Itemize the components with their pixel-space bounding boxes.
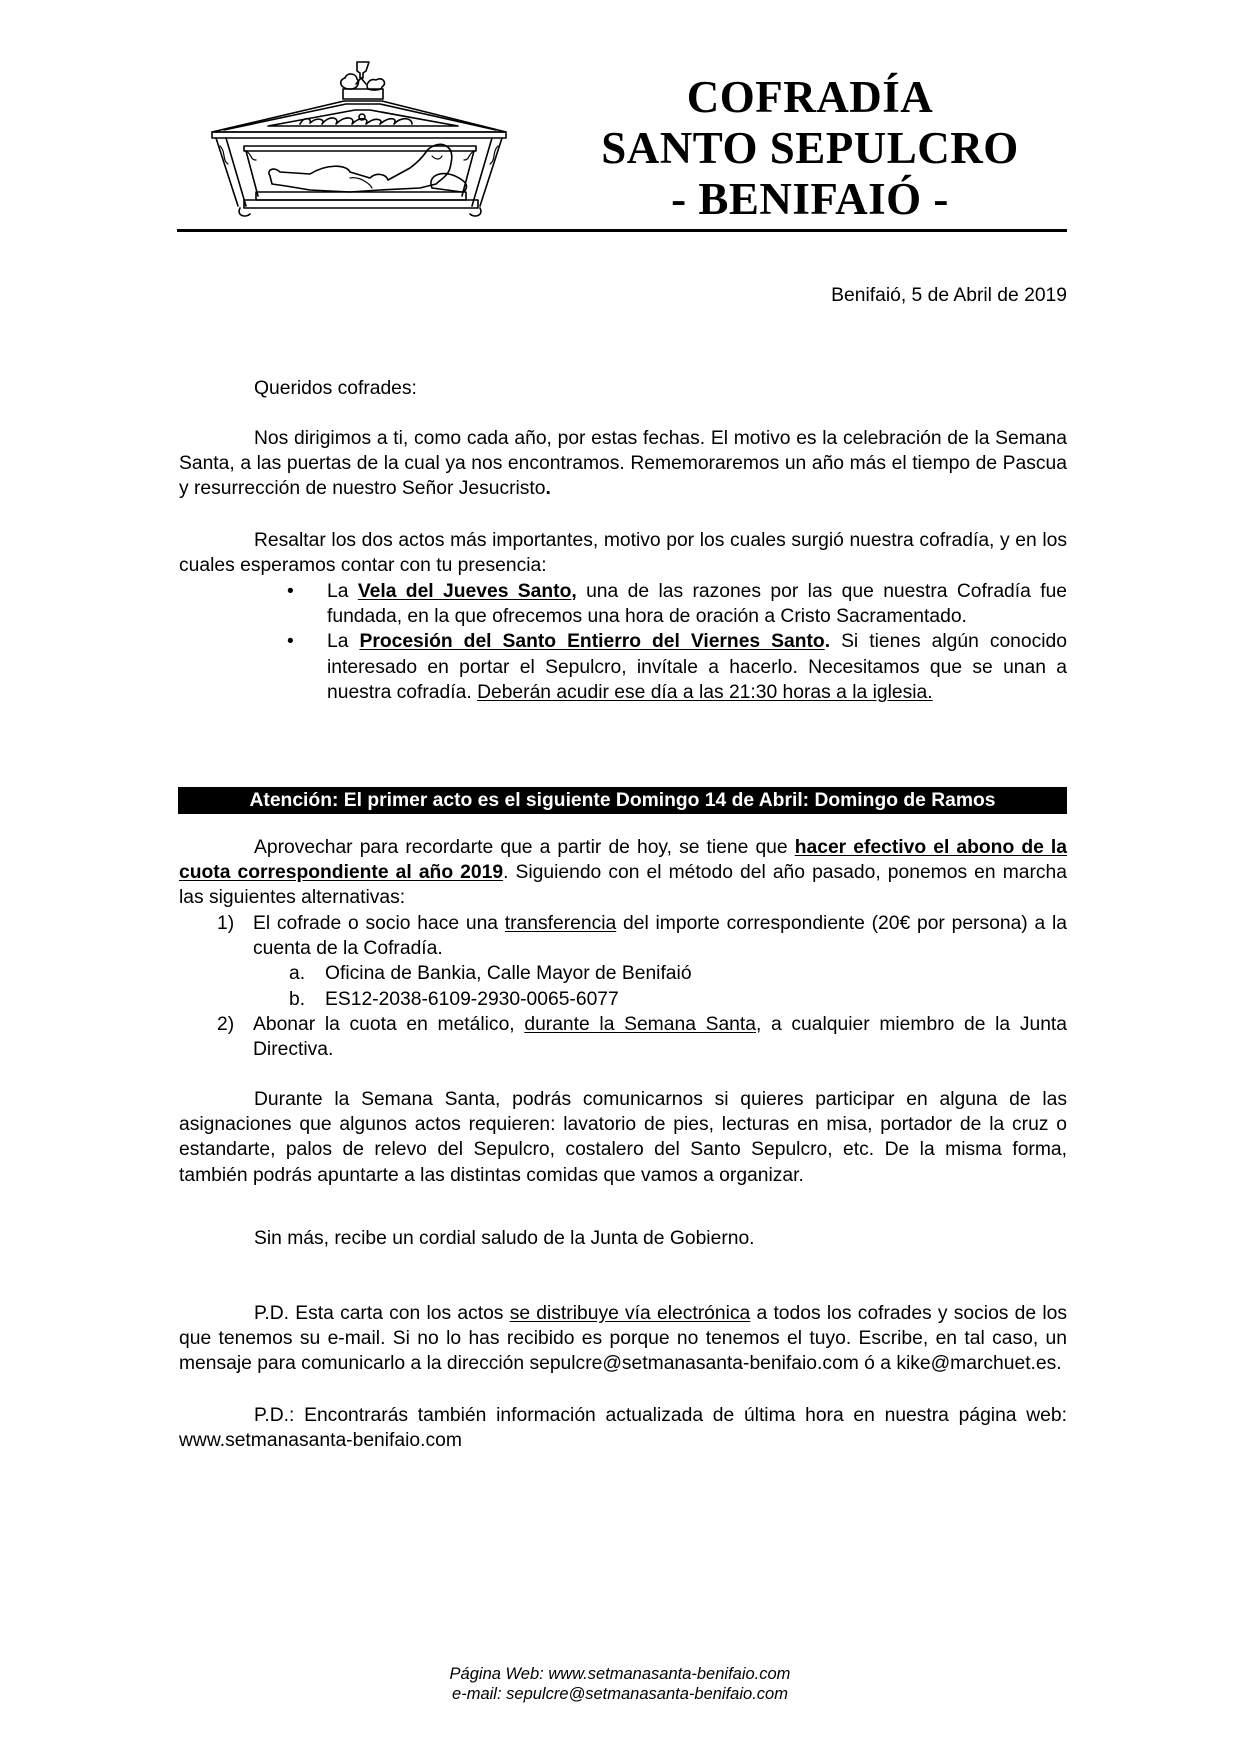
- letter-marker: b.: [289, 988, 306, 1010]
- act-name: Vela del Jueves Santo: [357, 581, 572, 602]
- item-text: , a cualquier miembro de la Junta Directiva.: [253, 1013, 1067, 1061]
- email-link-sepulcre[interactable]: sepulcre@setmanasanta-benifaio.com: [529, 1353, 859, 1375]
- title-line: COFRADÍA: [686, 72, 934, 122]
- fee-highlight: hacer efectivo el abono de la cuota correspondiente al año 2019: [179, 837, 1067, 884]
- act-name: Procesión del Santo Entierro del Viernes Santo: [359, 631, 825, 653]
- payment-options-list: [217, 911, 1067, 1062]
- number-marker: 1): [217, 913, 235, 934]
- item-text: La: [327, 581, 358, 602]
- list-item: [287, 579, 1068, 629]
- list-item: [287, 629, 1067, 705]
- sub-list-item: [289, 987, 1067, 1012]
- item-text: una de las razones por las que nuestra Cofradía fue fundada, en la que ofrecemos una hora de oración a Cristo Sacramentado.: [327, 581, 1068, 628]
- header-divider: [177, 229, 1067, 232]
- postscript-web: [179, 1403, 1067, 1453]
- list-item: [217, 1012, 1067, 1062]
- item-text: del importe correspondiente (20€ por persona) a la cuenta de la Cofradía.: [253, 913, 1067, 960]
- item-text: El cofrade o socio hace una: [253, 913, 505, 934]
- item-text: Si tienes algún conocido interesado en portar el Sepulcro, invítale a hacerlo. Necesitamos que se unan a nuestra cofradía.: [327, 631, 1067, 703]
- bullet-marker: •: [287, 581, 294, 602]
- acts-list: [287, 579, 1068, 705]
- list-item: [217, 911, 1067, 961]
- paragraph-acts: Resaltar los dos actos más importantes, motivo por los cuales surgió nuestra cofradía, y en los cuales esperamos contar con tu presencia:: [179, 530, 1067, 577]
- paragraph-text: Aprovechar para recordarte que a partir de hoy, se tiene que: [254, 837, 795, 858]
- date-line: Benifaió, 5 de Abril de 2019: [831, 285, 1067, 306]
- website-link[interactable]: www.setmanasanta-benifaio.com: [179, 1430, 462, 1452]
- salutation: Queridos cofrades:: [254, 378, 417, 399]
- closing-line: Sin más, recibe un cordial saludo de la Junta de Gobierno.: [254, 1228, 755, 1249]
- punctuation: .: [824, 631, 831, 653]
- ps-text: a todos los cofrades y socios de los que tenemos su e-mail. Si no lo has recibido es porque no tenemos el tuyo. Escribe, en tal caso, un mensaje para comunicarlo a la dirección: [179, 1303, 1068, 1375]
- paragraph-intro: [179, 426, 1067, 502]
- title-line: - BENIFAIÓ -: [671, 174, 949, 224]
- brotherhood-title: [560, 72, 1060, 225]
- number-marker: 2): [217, 1013, 235, 1035]
- item-text: Abonar la cuota en metálico,: [253, 1013, 525, 1035]
- sub-list-item: [289, 961, 1067, 986]
- chalice-icon: [357, 62, 369, 78]
- ps-text: P.D. Esta carta con los actos: [254, 1303, 510, 1324]
- paragraph-text: Nos dirigimos a ti, como cada año, por estas fechas. El motivo es la celebración de la Semana Santa, a las puertas de la cual ya nos encontramos. Rememoraremos un año más el tiempo de Pascua y resurrección de nuestro Señor Jesucristo: [179, 428, 1067, 500]
- paragraph-end: .: [545, 478, 551, 500]
- paragraph-fee: [179, 835, 1067, 911]
- iban: ES12-2038-6109-2930-0065-6077: [325, 988, 619, 1010]
- attention-banner: Atención: El primer acto es el siguiente Domingo 14 de Abril: Domingo de Ramos: [178, 787, 1067, 814]
- item-text: La: [327, 631, 360, 653]
- bullet-marker: •: [287, 631, 294, 653]
- paragraph-assignments: Durante la Semana Santa, podrás comunicarnos si quieres participar en alguna de las asignaciones que algunos actos requieren: lavatorio de pies, lecturas en misa, portador de la cruz o estandarte, palos de relevo del Sepulcro, costalero del Santo Sepulcro, etc. De la misma forma, también podrás apuntarte a las distintas comidas que vamos a organizar.: [179, 1089, 1067, 1186]
- footer-email: e-mail: sepulcre@setmanasanta-benifaio.com: [452, 1685, 788, 1703]
- period-keyword: durante la Semana Santa: [524, 1013, 756, 1035]
- punctuation: ,: [571, 581, 577, 602]
- email-link-kike[interactable]: kike@marchuet.es: [896, 1353, 1057, 1375]
- title-line: SANTO SEPULCRO: [601, 123, 1019, 173]
- postscript-email: [179, 1301, 1067, 1377]
- meeting-note: Deberán acudir ese día a las 21:30 horas a la iglesia.: [477, 681, 933, 703]
- bank-office: Oficina de Bankia, Calle Mayor de Benifaió: [325, 963, 692, 985]
- letter-marker: a.: [289, 963, 306, 985]
- ps-text: .: [1056, 1353, 1062, 1375]
- transfer-keyword: transferencia: [504, 913, 617, 934]
- ps-text: P.D.: Encontrarás también información actualizada de última hora en nuestra página web:: [254, 1405, 1067, 1426]
- footer-label: Página Web:: [449, 1665, 549, 1683]
- distribution-note: se distribuye vía electrónica: [509, 1303, 751, 1324]
- footer-web: [0, 1664, 1240, 1684]
- footer-website-link[interactable]: www.setmanasanta-benifaio.com: [548, 1665, 791, 1683]
- ps-text: ó a: [858, 1353, 897, 1375]
- paragraph-text: . Siguiendo con el método del año pasado, ponemos en marcha las siguientes alternativas:: [179, 862, 1067, 909]
- sepulchre-logo: [200, 56, 520, 222]
